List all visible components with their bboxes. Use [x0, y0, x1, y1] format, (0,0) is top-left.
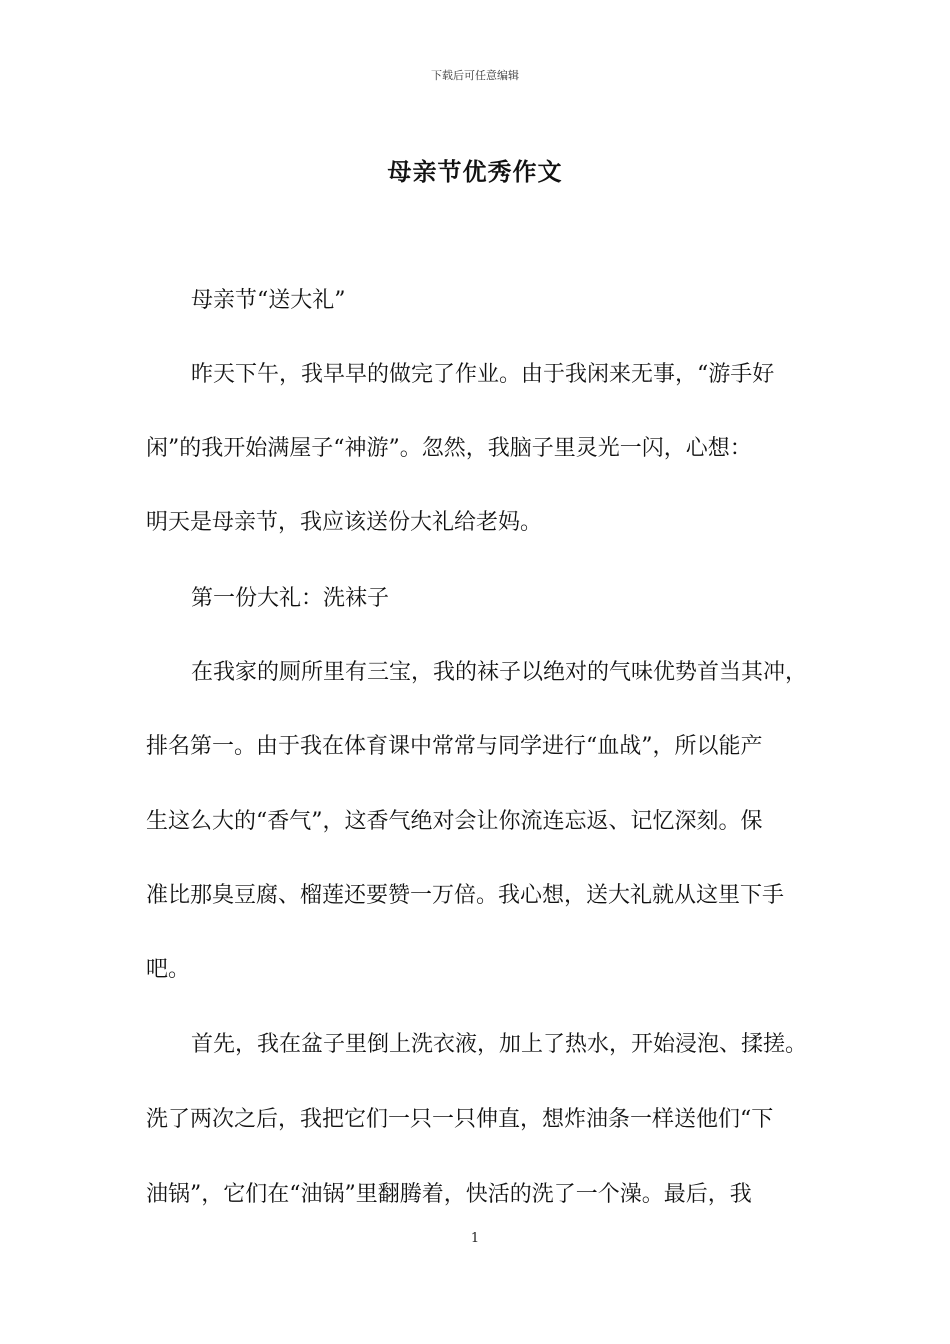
page-number: 1 [470, 1231, 480, 1246]
document-title: 母亲节优秀作文 [387, 157, 563, 186]
body-line: 首先，我在盆子里倒上洗衣液，加上了热水，开始浸泡、揉搓。 [191, 1032, 808, 1057]
body-line: 吧。 [146, 957, 191, 982]
body-line: 昨天下午，我早早的做完了作业。由于我闲来无事，“游手好 [191, 362, 775, 387]
body-line: 母亲节“送大礼” [191, 288, 346, 313]
body-line: 在我家的厕所里有三宝，我的袜子以绝对的气味优势首当其冲， [191, 660, 808, 685]
body-line: 明天是母亲节，我应该送份大礼给老妈。 [146, 510, 543, 535]
body-line: 油锅”，它们在“油锅”里翻腾着，快活的洗了一个澡。最后，我 [146, 1182, 752, 1207]
body-line: 生这么大的“香气”，这香气绝对会让你流连忘返、记忆深刻。保 [146, 809, 763, 834]
body-line: 第一份大礼：洗袜子 [191, 586, 390, 611]
header-note: 下载后可任意编辑 [431, 69, 519, 82]
body-line: 准比那臭豆腐、榴莲还要赞一万倍。我心想，送大礼就从这里下手 [146, 883, 785, 908]
body-line: 洗了两次之后，我把它们一只一只伸直，想炸油条一样送他们“下 [146, 1107, 774, 1132]
body-line: 闲”的我开始满屋子“神游”。忽然，我脑子里灵光一闪，心想： [146, 436, 752, 461]
body-line: 排名第一。由于我在体育课中常常与同学进行“血战”，所以能产 [146, 734, 763, 759]
